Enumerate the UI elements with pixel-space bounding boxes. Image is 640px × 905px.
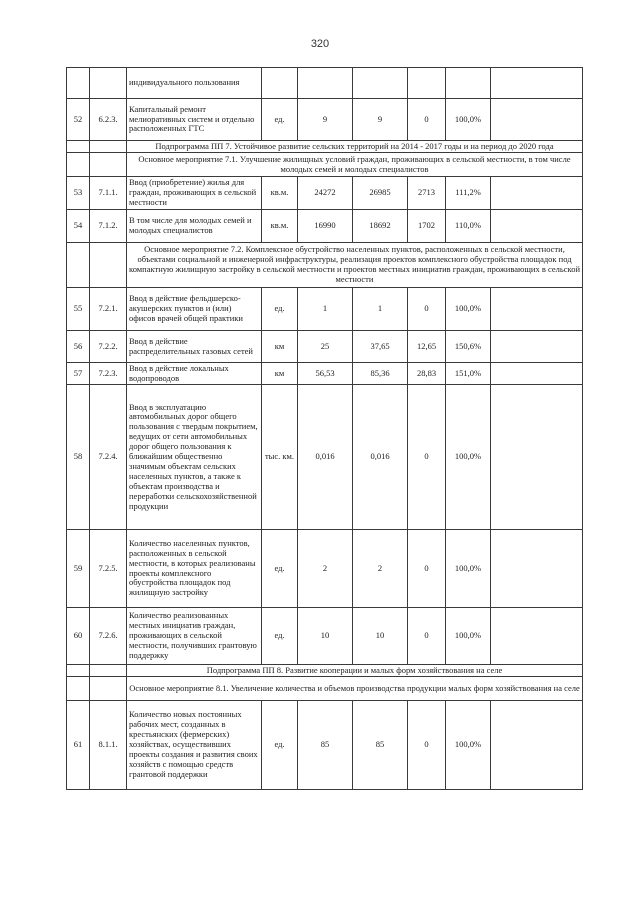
deviation-value [408,68,446,99]
unit-of-measure [262,68,298,99]
row-number: 60 [67,608,90,665]
empty-cell [67,153,90,177]
row-number: 55 [67,288,90,331]
empty-cell [90,141,127,153]
completion-percent: 110,0% [446,210,491,243]
note-cell [491,363,583,385]
completion-percent: 151,0% [446,363,491,385]
completion-percent: 100,0% [446,385,491,530]
unit-of-measure: кв.м. [262,177,298,210]
row-number [67,68,90,99]
note-cell [491,210,583,243]
completion-percent [446,68,491,99]
indicator-name: Ввод в эксплуатацию автомобильных дорог общего пользования с твердым покрытием, ведущих от сети автомобильных дорог общего пользования к ближайшим общественно значимым объектам сельских населенных пунктов, а также к объектам производства и переработки сельскохозяйственной продукции [127,385,262,530]
deviation-value: 0 [408,385,446,530]
indicator-code: 7.2.5. [90,530,127,608]
deviation-value: 12,65 [408,331,446,363]
indicator-code: 7.1.1. [90,177,127,210]
table-row [67,99,583,141]
completion-percent: 100,0% [446,99,491,141]
deviation-value: 1702 [408,210,446,243]
actual-value: 2 [353,530,408,608]
indicators-table [66,67,583,790]
indicator-name: Ввод в действие локальных водопроводов [127,363,262,385]
empty-cell [67,677,90,701]
table-row [67,363,583,385]
actual-value: 26985 [353,177,408,210]
completion-percent: 100,0% [446,608,491,665]
indicator-name: Ввод в действие фельдшерско-акушерских пунктов и (или) офисов врачей общей практики [127,288,262,331]
planned-value: 1 [298,288,353,331]
note-cell [491,331,583,363]
table-row [67,608,583,665]
row-number: 61 [67,701,90,790]
planned-value: 10 [298,608,353,665]
row-number: 59 [67,530,90,608]
unit-of-measure: ед. [262,530,298,608]
indicator-code: 7.2.6. [90,608,127,665]
indicator-code: 7.2.1. [90,288,127,331]
actual-value: 1 [353,288,408,331]
completion-percent: 111,2% [446,177,491,210]
unit-of-measure: ед. [262,608,298,665]
row-number: 57 [67,363,90,385]
actual-value: 0,016 [353,385,408,530]
completion-percent: 100,0% [446,701,491,790]
empty-cell [67,665,90,677]
indicator-name: Ввод (приобретение) жилья для граждан, проживающих в сельской местности [127,177,262,210]
deviation-value: 0 [408,530,446,608]
indicator-name: индивидуального пользования [127,68,262,99]
table-row [67,530,583,608]
note-cell [491,530,583,608]
indicator-code [90,68,127,99]
indicator-code: 7.2.2. [90,331,127,363]
indicator-name: Ввод в действие распределительных газовых сетей [127,331,262,363]
actual-value: 85 [353,701,408,790]
note-cell [491,99,583,141]
row-number: 54 [67,210,90,243]
empty-cell [90,243,127,288]
section-header-row [67,665,583,677]
actual-value: 18692 [353,210,408,243]
actual-value [353,68,408,99]
row-number: 52 [67,99,90,141]
actual-value: 10 [353,608,408,665]
indicator-name: В том числе для молодых семей и молодых специалистов [127,210,262,243]
indicator-code: 7.2.3. [90,363,127,385]
section-header-row [67,141,583,153]
indicator-name: Количество населенных пунктов, расположенных в сельской местности, в которых реализованы проекты комплексного обустройства площадок под жилищную застройку [127,530,262,608]
section-header-row [67,153,583,177]
planned-value: 56,53 [298,363,353,385]
deviation-value: 0 [408,701,446,790]
empty-cell [67,141,90,153]
actual-value: 9 [353,99,408,141]
actual-value: 37,65 [353,331,408,363]
table-row [67,701,583,790]
unit-of-measure: кв.м. [262,210,298,243]
row-number: 58 [67,385,90,530]
empty-cell [67,243,90,288]
deviation-value: 0 [408,99,446,141]
indicator-name: Количество новых постоянных рабочих мест, созданных в крестьянских (фермерских) хозяйствах, осуществивших проекты создания и развития своих хозяйств с помощью средств грантовой поддержки [127,701,262,790]
unit-of-measure: км [262,331,298,363]
deviation-value: 28,83 [408,363,446,385]
empty-cell [90,665,127,677]
actual-value: 85,36 [353,363,408,385]
unit-of-measure: ед. [262,99,298,141]
row-number: 56 [67,331,90,363]
table-row [67,331,583,363]
indicator-code: 6.2.3. [90,99,127,141]
note-cell [491,385,583,530]
table-row [67,210,583,243]
indicator-name: Количество реализованных местных инициатив граждан, проживающих в сельской местности, получивших грантовую поддержку [127,608,262,665]
planned-value [298,68,353,99]
section-header-row [67,677,583,701]
table-row [67,288,583,331]
planned-value: 16990 [298,210,353,243]
unit-of-measure: ед. [262,288,298,331]
deviation-value: 0 [408,288,446,331]
table-row [67,385,583,530]
indicator-code: 7.2.4. [90,385,127,530]
unit-of-measure: км [262,363,298,385]
indicator-code: 7.1.2. [90,210,127,243]
section-title: Основное мероприятие 7.1. Улучшение жилищных условий граждан, проживающих в сельской местности, в том числе молодых семей и молодых специалистов [127,153,583,177]
note-cell [491,177,583,210]
planned-value: 25 [298,331,353,363]
empty-cell [90,677,127,701]
row-number: 53 [67,177,90,210]
empty-cell [90,153,127,177]
note-cell [491,701,583,790]
note-cell [491,68,583,99]
indicator-code: 8.1.1. [90,701,127,790]
table-row [67,68,583,99]
planned-value: 85 [298,701,353,790]
section-title: Подпрограмма ПП 7. Устойчивое развитие сельских территорий на 2014 - 2017 годы и на период до 2020 года [127,141,583,153]
planned-value: 24272 [298,177,353,210]
planned-value: 2 [298,530,353,608]
page-number: 320 [310,38,330,50]
completion-percent: 100,0% [446,288,491,331]
indicator-name: Капитальный ремонт мелиоративных систем и отдельно расположенных ГТС [127,99,262,141]
unit-of-measure: тыс. км. [262,385,298,530]
completion-percent: 150,6% [446,331,491,363]
section-title: Основное мероприятие 7.2. Комплексное обустройство населенных пунктов, расположенных в сельской местности, объектами социальной и инженерной инфраструктуры, реализация проектов комплексного обустройства площадок под компактную жилищную застройку в сельской местности и проектов местных инициатив граждан, проживающих в сельской местности [127,243,583,288]
planned-value: 9 [298,99,353,141]
section-title: Подпрограмма ПП 8. Развитие кооперации и малых форм хозяйствования на селе [127,665,583,677]
completion-percent: 100,0% [446,530,491,608]
section-header-row [67,243,583,288]
note-cell [491,288,583,331]
deviation-value: 2713 [408,177,446,210]
deviation-value: 0 [408,608,446,665]
section-title: Основное мероприятие 8.1. Увеличение количества и объемов производства продукции малых форм хозяйствования на селе [127,677,583,701]
unit-of-measure: ед. [262,701,298,790]
table-row [67,177,583,210]
note-cell [491,608,583,665]
planned-value: 0,016 [298,385,353,530]
